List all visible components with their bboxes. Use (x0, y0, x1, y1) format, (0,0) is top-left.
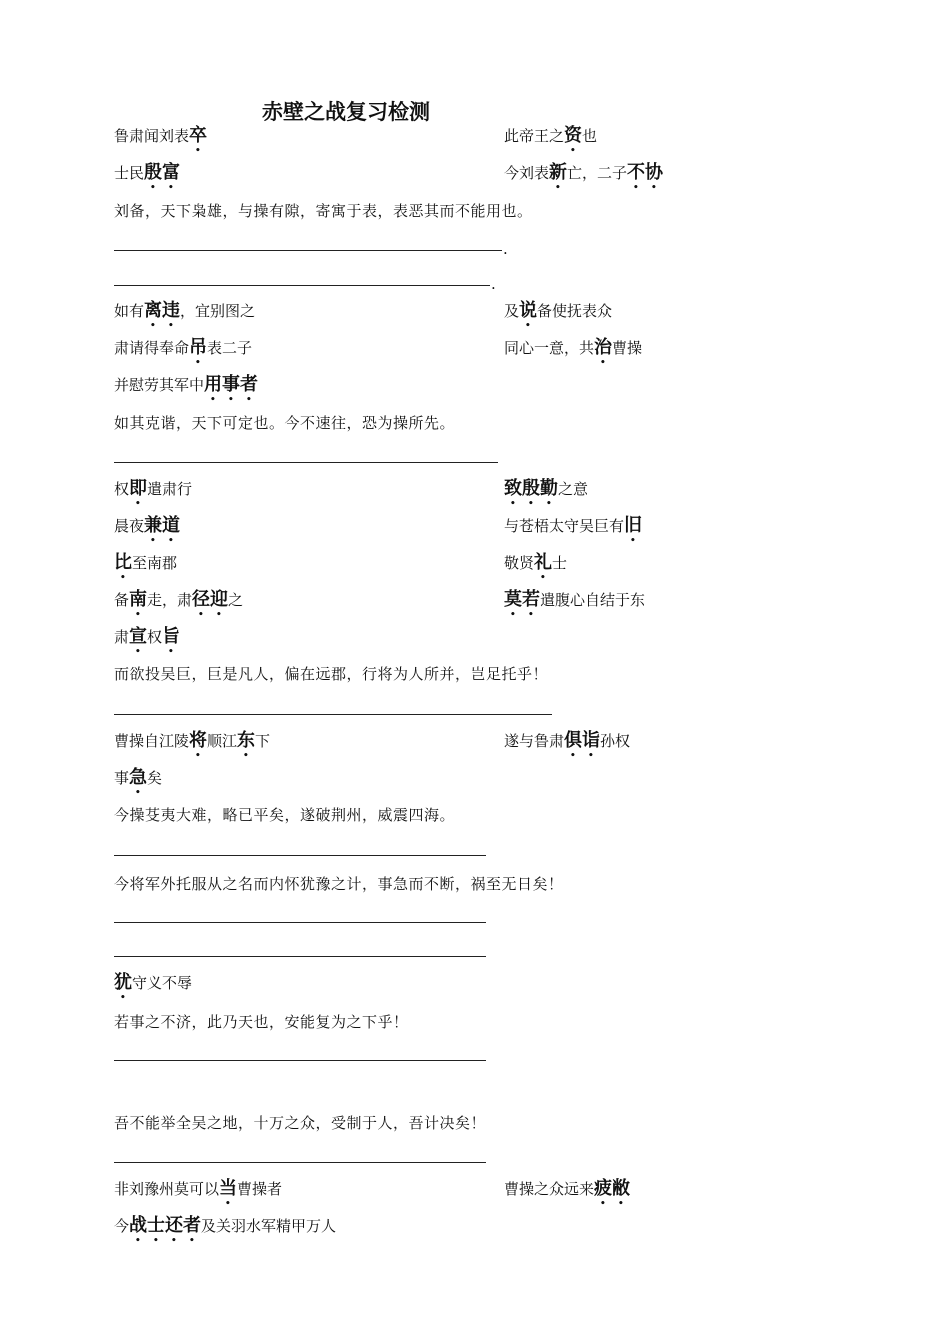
emphasized-term: 俱诣 (564, 730, 601, 751)
line-text: 备 (114, 591, 130, 609)
term-line (114, 123, 207, 156)
line-text: 曹操者 (237, 1180, 283, 1198)
line-text: 如其克谐，天下可定也。今不速往，恐为操所先。 (114, 414, 456, 432)
line-text: 今操芟夷大难，略已平矣，遂破荆州，威震四海。 (114, 806, 456, 824)
term-line (504, 550, 567, 583)
line-text: 同心一意，共 (504, 339, 595, 357)
emphasized-term: 资 (564, 125, 583, 146)
line-text: 也 (582, 127, 598, 145)
line-text: 遣腹心自结于东 (540, 591, 646, 609)
answer-line (114, 956, 486, 957)
emphasized-term: 犹 (114, 972, 132, 993)
line-text: 矣 (147, 769, 163, 787)
emphasized-term: 用事者 (204, 374, 259, 395)
emphasized-term: 莫若 (504, 589, 540, 610)
translation-sentence (114, 410, 455, 436)
line-text: 及关羽水军精甲万人 (201, 1217, 337, 1235)
term-line (504, 298, 612, 331)
emphasized-term: 离违 (144, 300, 181, 321)
translation-sentence (114, 802, 455, 828)
emphasized-term: 吊 (189, 337, 208, 358)
line-text: 士 (552, 554, 568, 572)
line-text: 而欲投吴巨，巨是凡人，偏在远郡，行将为人所并，岂足托乎！ (114, 665, 549, 683)
term-line (504, 476, 588, 509)
term-line (114, 160, 180, 193)
term-line (114, 372, 258, 405)
line-text: 曹操自江陵 (114, 732, 190, 750)
answer-line (114, 922, 486, 923)
term-line (504, 1176, 630, 1209)
emphasized-term: 旧 (624, 515, 643, 536)
page-title: 赤壁之战复习检测 (262, 100, 430, 124)
line-text: 遂与鲁肃 (504, 732, 565, 750)
emphasized-term: 新 (549, 162, 568, 183)
answer-line (114, 714, 552, 715)
line-text: 敬贤 (504, 554, 535, 572)
line-text: 鲁肃闻刘表 (114, 127, 190, 145)
translation-sentence (114, 198, 533, 224)
term-line (114, 587, 243, 620)
line-text: 士民 (114, 164, 145, 182)
emphasized-term: 战士还者 (129, 1215, 202, 1236)
term-line (114, 1176, 282, 1209)
term-line (114, 970, 192, 1003)
line-text: 权 (147, 628, 163, 646)
line-text: 刘备，天下枭雄，与操有隙，寄寓于表，表恶其而不能用也。 (114, 202, 533, 220)
term-line (504, 587, 645, 620)
emphasized-term: 宣 (129, 626, 148, 647)
line-text: 及 (504, 302, 520, 320)
emphasized-term: 疲敝 (594, 1178, 631, 1199)
term-line (114, 728, 270, 761)
term-line (504, 160, 663, 193)
line-text: 事 (114, 769, 130, 787)
term-line (114, 624, 180, 657)
line-text: 守义不辱 (132, 974, 193, 992)
line-text: 顺江 (207, 732, 238, 750)
line-text: 曹操 (612, 339, 643, 357)
translation-sentence (114, 871, 564, 897)
line-text: 如有 (114, 302, 145, 320)
line-text: ，宜别图之 (180, 302, 256, 320)
answer-line (114, 250, 502, 251)
term-line (504, 335, 642, 368)
answer-line (114, 285, 490, 286)
answer-line (114, 1162, 486, 1163)
line-text: 若事之不济，此乃天也，安能复为之下乎！ (114, 1013, 409, 1031)
line-text: 亡，二子 (567, 164, 628, 182)
line-text: 并慰劳其军中 (114, 376, 205, 394)
term-line (114, 298, 255, 331)
answer-line (114, 462, 498, 463)
term-line (504, 123, 597, 156)
emphasized-term: 即 (129, 478, 148, 499)
line-text: 此帝王之 (504, 127, 565, 145)
line-text: 吾不能举全吴之地，十万之众，受制于人，吾计决矣！ (114, 1114, 487, 1132)
line-text: 今将军外托服从之名而内怀犹豫之计，事急而不断，祸至无日矣！ (114, 875, 564, 893)
line-text: 之意 (558, 480, 589, 498)
line-text: 非刘豫州莫可以 (114, 1180, 220, 1198)
emphasized-term: 东 (237, 730, 256, 751)
line-text: 肃 (114, 628, 130, 646)
line-text: 肃请得奉命 (114, 339, 190, 357)
trailing-dot: . (503, 240, 508, 258)
answer-line (114, 855, 486, 856)
line-text: 今 (114, 1217, 130, 1235)
emphasized-term: 旨 (162, 626, 181, 647)
emphasized-term: 殷富 (144, 162, 181, 183)
translation-sentence (114, 1110, 486, 1136)
term-line (114, 335, 252, 368)
emphasized-term: 急 (129, 767, 148, 788)
emphasized-term: 径迎 (192, 589, 229, 610)
emphasized-term: 说 (519, 300, 538, 321)
term-line (114, 550, 177, 583)
term-line (114, 476, 192, 509)
emphasized-term: 将 (189, 730, 208, 751)
line-text: 下 (255, 732, 271, 750)
term-line (114, 765, 162, 798)
line-text: 至南郡 (132, 554, 178, 572)
emphasized-term: 礼 (534, 552, 553, 573)
emphasized-term: 比 (114, 552, 132, 573)
line-text: 走，肃 (147, 591, 193, 609)
emphasized-term: 兼道 (144, 515, 181, 536)
line-text: 今刘表 (504, 164, 550, 182)
line-text: 表二子 (207, 339, 253, 357)
line-text: 之 (228, 591, 244, 609)
trailing-dot: . (491, 275, 496, 293)
line-text: 备使抚表众 (537, 302, 613, 320)
emphasized-term: 卒 (189, 125, 208, 146)
emphasized-term: 致殷勤 (504, 478, 558, 499)
answer-line (114, 1060, 486, 1061)
term-line (114, 1213, 336, 1246)
line-text: 晨夜 (114, 517, 145, 535)
line-text: 孙权 (600, 732, 631, 750)
term-line (504, 513, 642, 546)
translation-sentence (114, 1009, 409, 1035)
translation-sentence (114, 661, 548, 687)
emphasized-term: 当 (219, 1178, 238, 1199)
emphasized-term: 治 (594, 337, 613, 358)
emphasized-term: 南 (129, 589, 148, 610)
term-line (504, 728, 630, 761)
line-text: 与苍梧太守吴巨有 (504, 517, 625, 535)
emphasized-term: 不协 (627, 162, 664, 183)
line-text: 权 (114, 480, 130, 498)
term-line (114, 513, 180, 546)
line-text: 曹操之众远来 (504, 1180, 595, 1198)
line-text: 遣肃行 (147, 480, 193, 498)
